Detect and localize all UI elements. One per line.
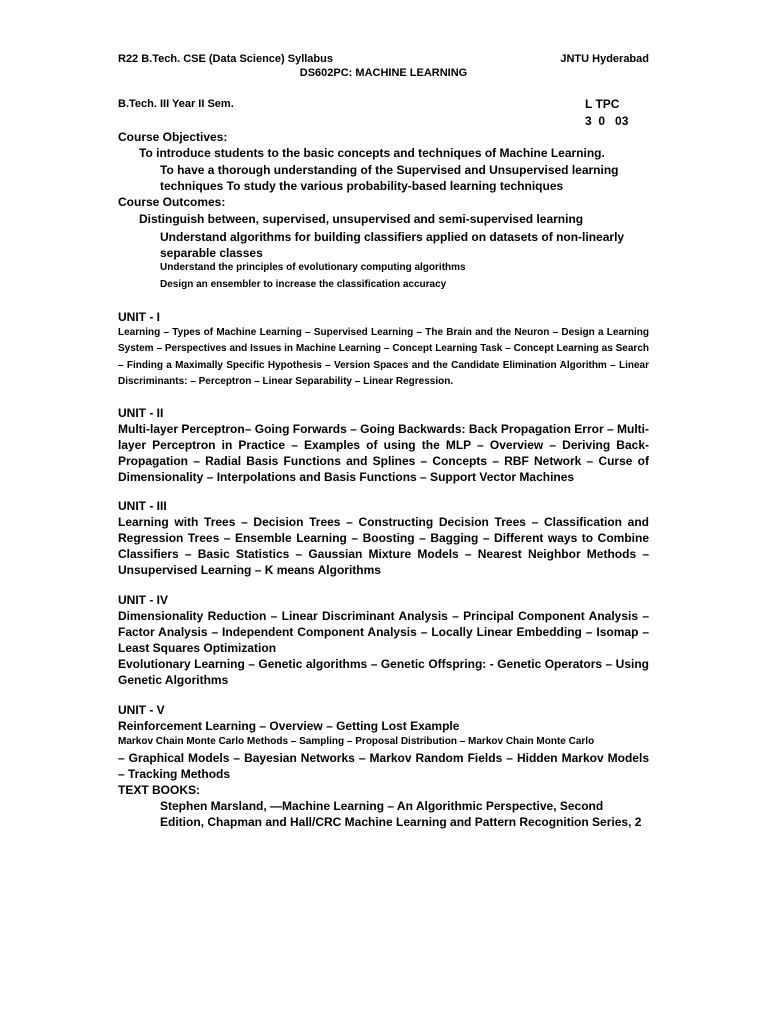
ltpc-header: L TPC: [585, 97, 620, 111]
semester-label: B.Tech. III Year II Sem.: [118, 98, 234, 110]
ltpc-values: 3 0 03: [585, 114, 629, 128]
objective-item: To have a thorough understanding of the Supervised and Unsupervised learning techniques To study the various probability-based learning techniques: [160, 163, 619, 193]
unit-body-continued: – Graphical Models – Bayesian Networks – Markov Random Fields – Hidden Markov Models – Tracking Methods: [118, 751, 649, 781]
unit-body: Dimensionality Reduction – Linear Discriminant Analysis – Principal Component Analysis – Factor Analysis – Independent Component Analysis – Locally Linear Embedding – Isomap – Least Squares Optimization: [118, 609, 649, 655]
unit-heading: UNIT - IV: [118, 593, 168, 607]
unit-body: Reinforcement Learning – Overview – Getting Lost Example: [118, 719, 460, 733]
unit-heading: UNIT - V: [118, 703, 165, 717]
unit-body-small: Markov Chain Monte Carlo Methods – Sampling – Proposal Distribution – Markov Chain Monte Carlo: [118, 736, 595, 747]
outcome-item: Distinguish between, supervised, unsupervised and semi-supervised learning: [139, 212, 584, 226]
unit-heading: UNIT - III: [118, 499, 167, 513]
unit-heading: UNIT - I: [118, 310, 160, 324]
syllabus-header-left: R22 B.Tech. CSE (Data Science) Syllabus: [118, 53, 333, 65]
unit-body-continued: Evolutionary Learning – Genetic algorithms – Genetic Offspring: - Genetic Operators – Using Genetic Algorithms: [118, 657, 649, 687]
syllabus-header-right: JNTU Hyderabad: [560, 53, 649, 65]
unit-heading: UNIT - II: [118, 406, 164, 420]
textbooks-heading: TEXT BOOKS:: [118, 783, 201, 797]
course-title: DS602PC: MACHINE LEARNING: [299, 67, 468, 79]
unit-body: Learning with Trees – Decision Trees – Constructing Decision Trees – Classification and Regression Trees – Ensemble Learning – Boosting – Bagging – Different ways to Combine Classifiers – Basic Statistics – Gaussian Mixture Models – Nearest Neighbor Methods – Unsupervised Learning – K means Algorithms: [118, 515, 649, 577]
outcomes-heading: Course Outcomes:: [118, 195, 226, 209]
unit-body: Multi-layer Perceptron– Going Forwards – Going Backwards: Back Propagation Error – Multi-layer Perceptron in Practice – Examples of using the MLP – Overview – Deriving Back-Propagation – Radial Basis Functions and Splines – Concepts – RBF Network – Curse of Dimensionality – Interpolations and Basis Functions – Support Vector Machines: [118, 422, 649, 484]
textbook-item: Stephen Marsland, ―Machine Learning – An Algorithmic Perspective, Second Edition, Chapman and Hall/CRC Machine Learning and Pattern Recognition Series, 2: [160, 799, 642, 829]
outcome-item: Design an ensembler to increase the classification accuracy: [160, 279, 447, 290]
outcome-item: Understand the principles of evolutionary computing algorithms: [160, 262, 466, 273]
outcome-item: Understand algorithms for building classifiers applied on datasets of non-linearly separable classes: [160, 230, 625, 260]
unit-body: Learning – Types of Machine Learning – Supervised Learning – The Brain and the Neuron – Design a Learning System – Perspectives and Issues in Machine Learning – Concept Learning Task – Concept Learning as Search – Finding a Maximally Specific Hypothesis – Version Spaces and the Candidate Elimination Algorithm – Linear Discriminants: – Perceptron – Linear Separability – Linear Regression.: [118, 327, 649, 387]
objective-item: To introduce students to the basic concepts and techniques of Machine Learning.: [139, 146, 605, 160]
objectives-heading: Course Objectives:: [118, 130, 228, 144]
